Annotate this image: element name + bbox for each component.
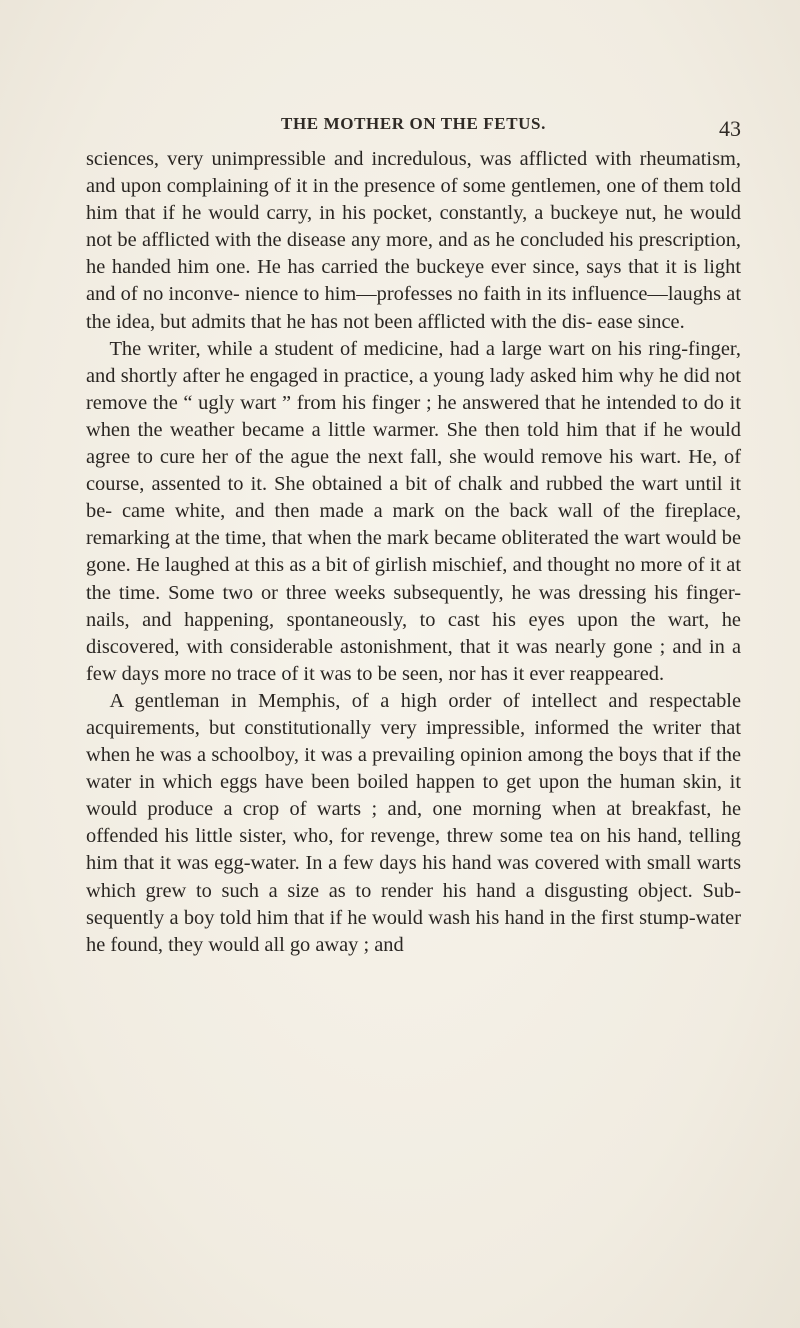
page-header: [86, 114, 741, 144]
paragraph-memphis-gentleman: A gentleman in Memphis, of a high order of intellect and respectable acquirements, but constitutionally very impressible, informed the writer that when he was a schoolboy, it was a prevailing opinion among the boys that if the water in which eggs have been boiled happen to get upon the human skin, it would produce a crop of warts ; and, one morning when at breakfast, he offended his little sister, who, for revenge, threw some tea on his hand, telling him that it was egg-water. In a few days his hand was covered with small warts which grew to such a size as to render his hand a disgusting object. Sub- sequently a boy told him that if he would wash his hand in the first stump-water he found, they would all go away ; and: [86, 689, 741, 956]
page-number: 43: [719, 116, 741, 141]
paragraph-wart-anecdote: The writer, while a student of medicine, had a large wart on his ring-finger, and shortly after he engaged in practice, a young lady asked him why he did not remove the “ ugly wart ” from his finger ; he answered that he intended to do it when the weather became a little warmer. She then told him that if he would agree to cure her of the ague the next fall, she would remove his wart. He, of course, assented to it. She obtained a bit of chalk and rubbed the wart until it be- came white, and then made a mark on the back wall of the fireplace, remarking at the time, that when the mark became obliterated the wart would be gone. He laughed at this as a bit of girlish mischief, and thought no more of it at the time. Some two or three weeks subsequently, he was dressing his finger-nails, and happening, spontaneously, to cast his eyes upon the wart, he discovered, with considerable astonishment, that it was nearly gone ; and in a few days more no trace of it was to be seen, nor has it ever reappeared.: [86, 337, 741, 685]
running-head: THE MOTHER ON THE FETUS.: [281, 114, 546, 133]
body-text: [86, 146, 741, 959]
paragraph-continued: sciences, very unimpressible and incredulous, was afflicted with rheumatism, and upon complaining of it in the presence of some gentlemen, one of them told him that if he would carry, in his pocket, constantly, a buckeye nut, he would not be afflicted with the disease any more, and as he concluded his prescription, he handed him one. He has carried the buckeye ever since, says that it is light and of no inconve- nience to him—professes no faith in its influence—laughs at the idea, but admits that he has not been afflicted with the dis- ease since.: [86, 148, 741, 333]
